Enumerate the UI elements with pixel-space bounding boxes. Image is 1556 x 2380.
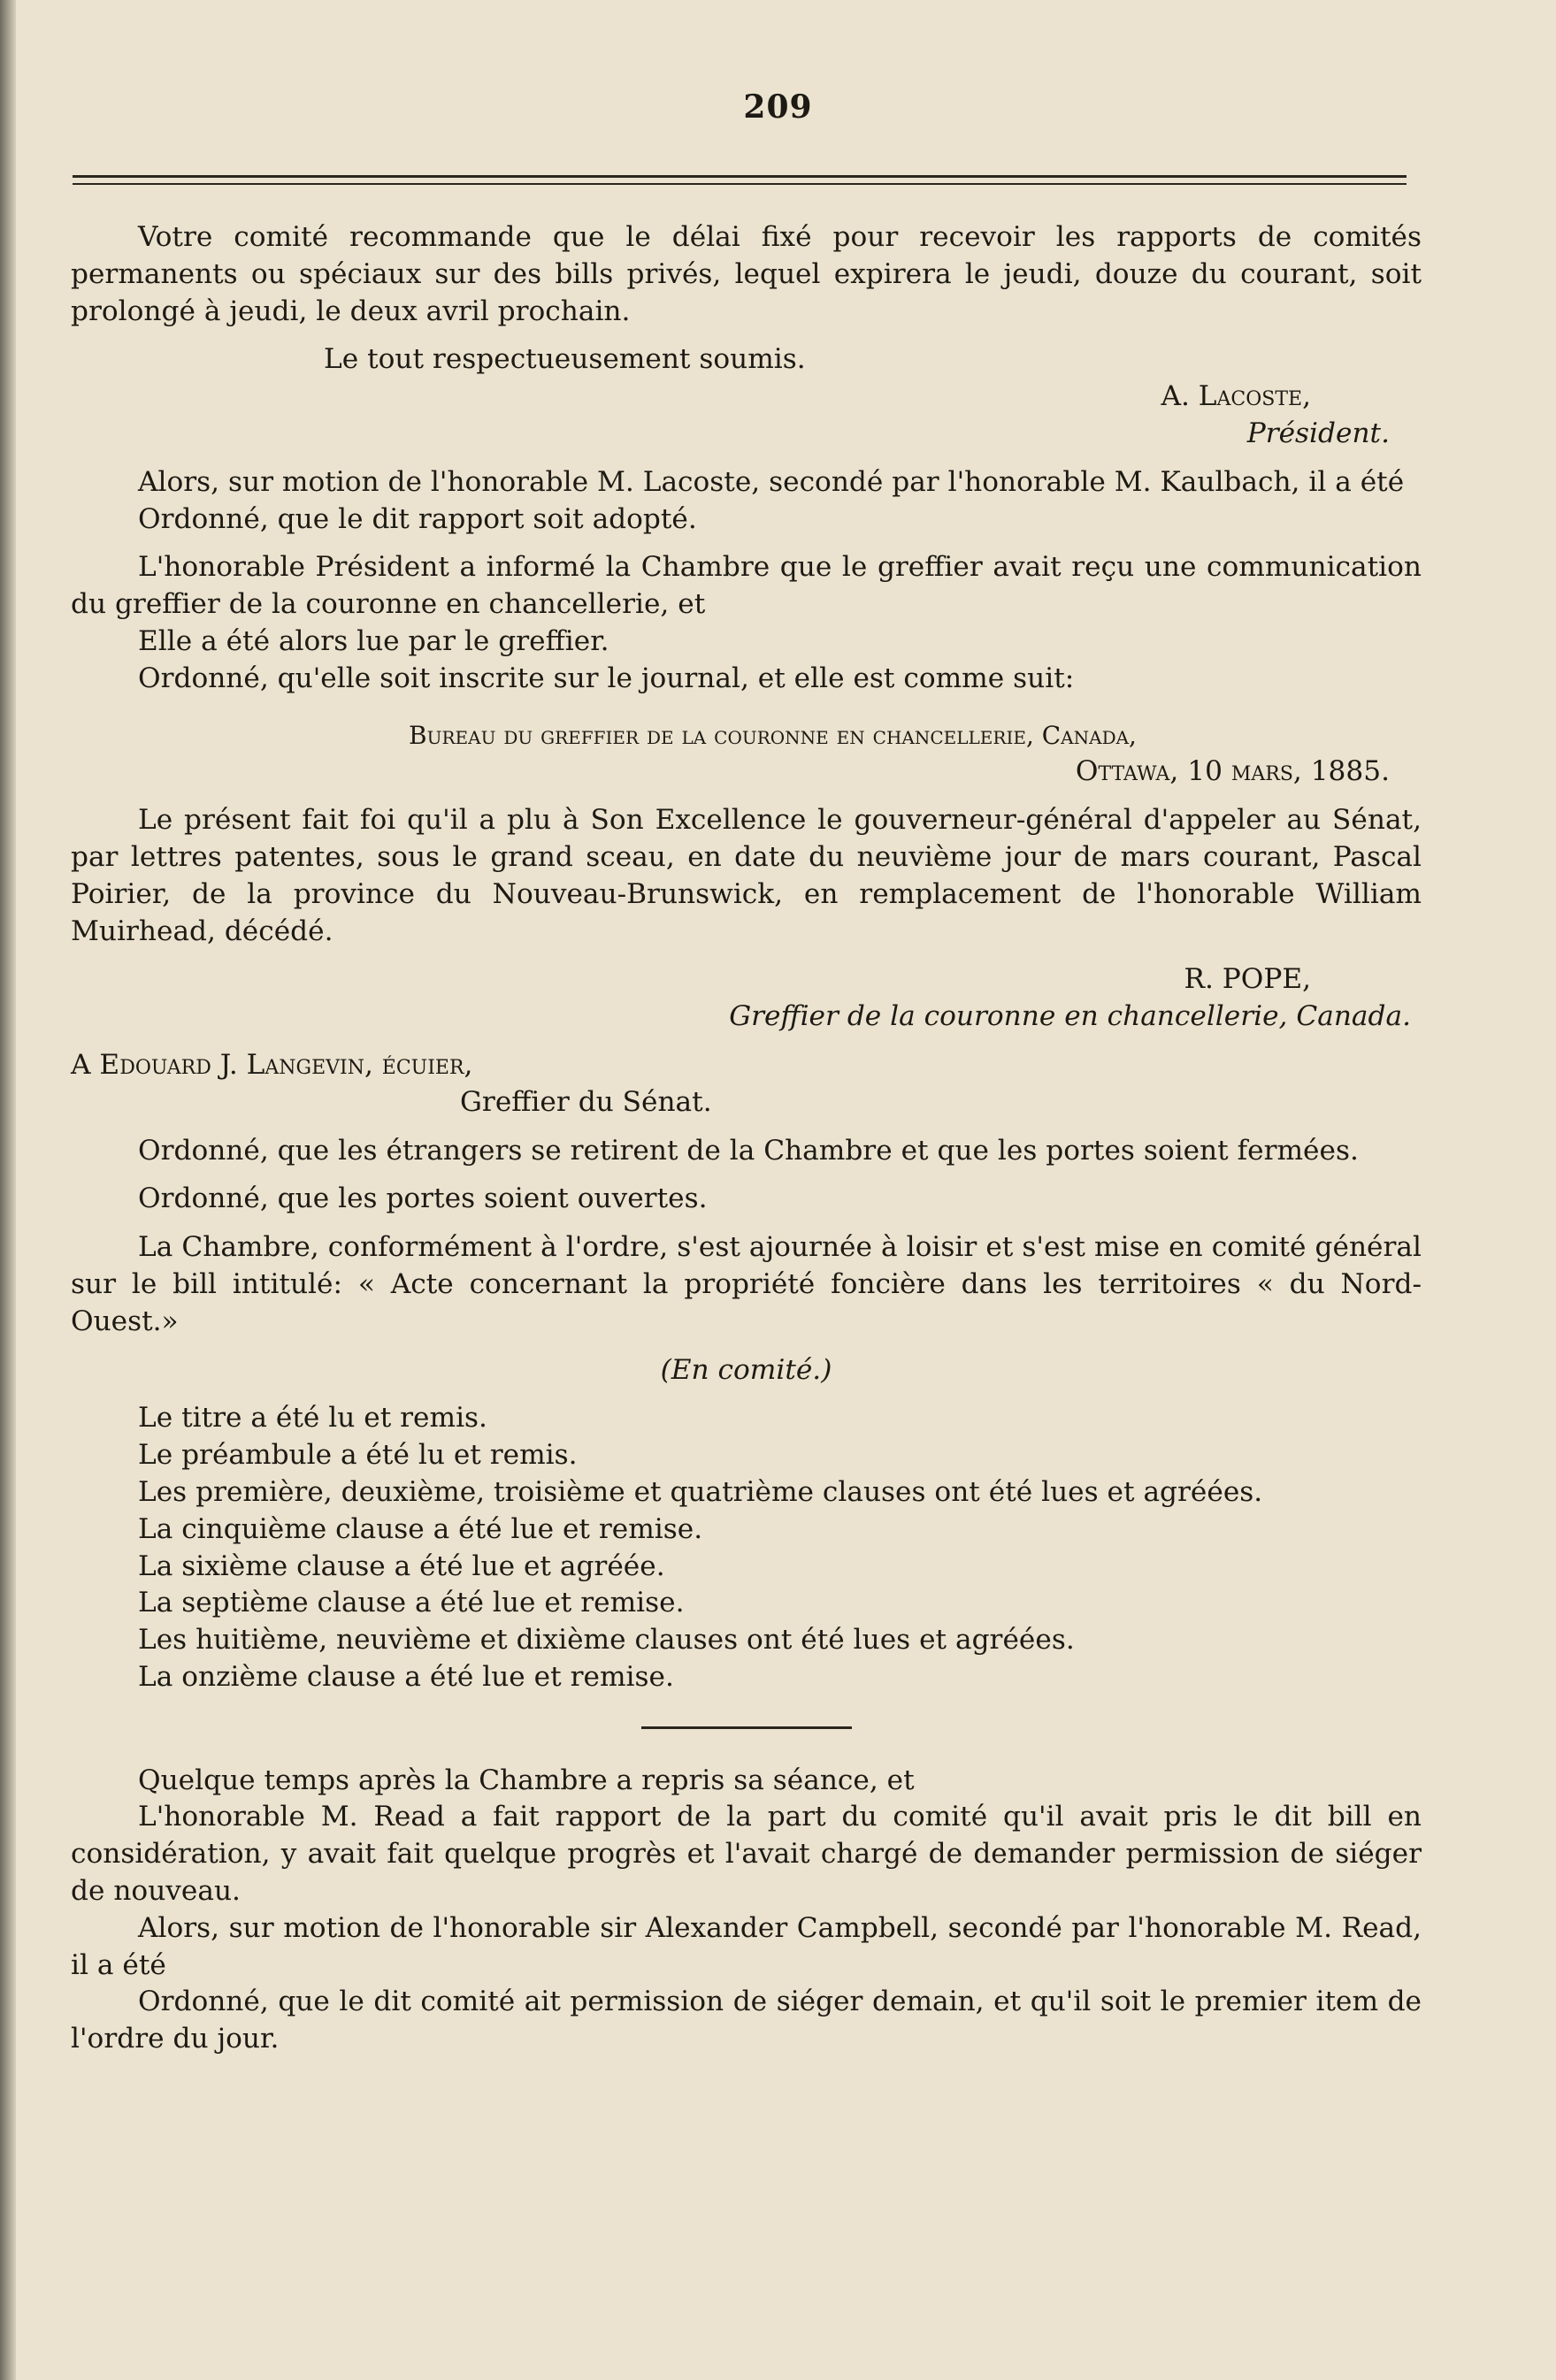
list-item: Le titre a été lu et remis. (138, 1402, 487, 1435)
paragraph-inscrite: Ordonné, qu'elle soit inscrite sur le journal, et elle est comme suit: (138, 662, 1075, 694)
list-item: La sixième clause a été lue et agréée. (138, 1550, 665, 1582)
paragraph-etrangers: Ordonné, que les étrangers se retirent de la Chambre et que les portes soient fermées. (138, 1134, 1359, 1167)
list-item: La onzième clause a été lue et remise. (138, 1660, 674, 1693)
page-number: 209 (743, 88, 813, 126)
paragraph-reprise: Quelque temps après la Chambre a repris sa séance, et (138, 1764, 915, 1796)
paragraph-report: Votre comité recommande que le délai fixé pour recevoir les rapports de comités permanents ou spéciaux sur des bills privés, lequel expirera le jeudi, douze du courant, soit prolongé à jeudi, le deux avril prochain. (71, 221, 1422, 327)
signature-name-pope: R. POPE, (1184, 963, 1311, 996)
paragraph-portes-ouvertes: Ordonné, que les portes soient ouvertes. (138, 1182, 708, 1215)
list-item: La cinquième clause a été lue et remise. (138, 1512, 703, 1545)
header-rule-top (73, 175, 1407, 178)
committee-items-list (71, 1400, 1422, 1695)
paragraph-motion-campbell: Alors, sur motion de l'honorable sir Alexander Campbell, secondé par l'honorable M. Read, il a été (71, 1911, 1422, 1981)
office-date: Ottawa, 10 mars, 1885. (1075, 755, 1390, 788)
paragraph-communication: L'honorable Président a informé la Chambre que le greffier avait reçu une communication du greffier de la couronne en chancellerie, et (71, 551, 1422, 621)
signature-name-lacoste: A. Lacoste, (1161, 380, 1311, 413)
list-item: Les première, deuxième, troisième et quatrième clauses ont été lues et agréées. (138, 1475, 1263, 1508)
paragraph-soumis: Le tout respectueusement soumis. (324, 343, 806, 376)
list-item: Les huitième, neuvième et dixième clauses ont été lues et agréées. (138, 1624, 1075, 1657)
paragraph-motion-lacoste: Alors, sur motion de l'honorable M. Lacoste, secondé par l'honorable M. Kaulbach, il a été (138, 465, 1405, 498)
en-comite-heading: (En comité.) (660, 1353, 832, 1386)
paragraph-comite-general: La Chambre, conformément à l'ordre, s'est ajournée à loisir et s'est mise en comité général sur le bill intitulé: « Acte concernant la propriété foncière dans les territoires « du Nord-Ouest.» (71, 1231, 1422, 1337)
paragraph-nomination: Le présent fait foi qu'il a plu à Son Excellence le gouverneur-général d'appeler au Sénat, par lettres patentes, sous le grand sceau, en date du neuvième jour de mars courant, Pascal Poirier, de la province du Nouveau-Brunswick, en remplacement de l'honorable William Muirhead, décédé. (71, 804, 1422, 947)
office-heading: Bureau du greffier de la couronne en chancellerie, Canada, (409, 720, 1137, 750)
addressee-name: A Edouard J. Langevin, écuier, (71, 1048, 473, 1081)
list-item: Le préambule a été lu et remis. (138, 1439, 578, 1472)
signature-title-president: Président. (1246, 417, 1390, 449)
signature-title-greffier: Greffier de la couronne en chancellerie, Canada. (729, 1000, 1411, 1033)
page-body (71, 219, 1422, 2058)
list-item: La septième clause a été lue et remise. (138, 1587, 685, 1619)
paragraph-ordre-sieger: Ordonné, que le dit comité ait permission de siéger demain, et qu'il soit le premier item de l'ordre du jour. (71, 1986, 1422, 2055)
paragraph-ordre-adopte: Ordonné, que le dit rapport soit adopté. (138, 502, 697, 535)
section-divider (641, 1726, 852, 1729)
header-rule-bottom (73, 183, 1407, 185)
addressee-title: Greffier du Sénat. (460, 1085, 712, 1118)
paragraph-lue: Elle a été alors lue par le greffier. (138, 624, 609, 657)
paragraph-rapport-read: L'honorable M. Read a fait rapport de la part du comité qu'il avait pris le dit bill en considération, y avait fait quelque progrès et l'avait chargé de demander permission de siéger de nouveau. (71, 1801, 1422, 1908)
